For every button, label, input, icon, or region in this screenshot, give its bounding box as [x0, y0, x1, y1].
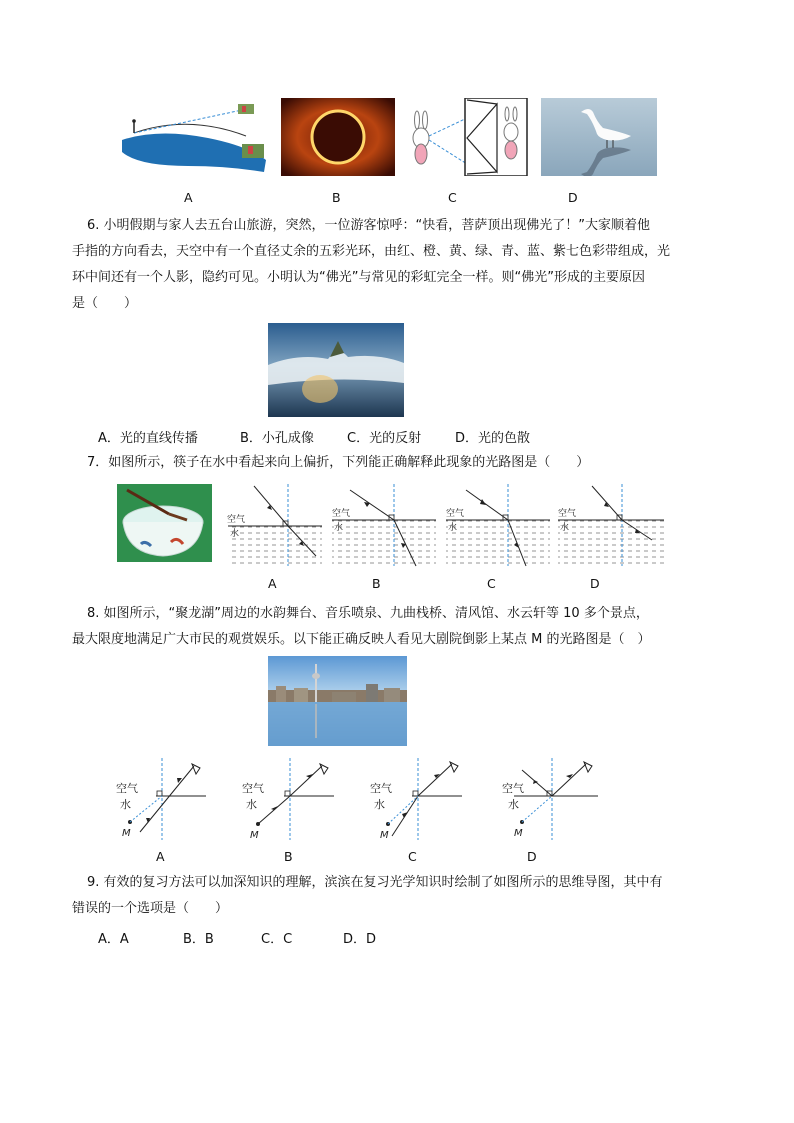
- q7-diagram-d: [556, 482, 668, 570]
- q9-option-c[interactable]: C．C: [261, 932, 293, 947]
- q7-c-air-label: 空气: [446, 509, 465, 519]
- q6-option-b[interactable]: B．小孔成像: [240, 431, 314, 446]
- q8-label-b[interactable]: B: [284, 849, 293, 864]
- q8-a-point-m: M: [122, 828, 131, 839]
- q7-label-d[interactable]: D: [590, 576, 600, 591]
- q8-d-air-label: 空气: [502, 782, 524, 795]
- q7-b-water-label: 水: [334, 523, 344, 533]
- q8-diagram-b: [240, 756, 340, 842]
- q7-question: 7．如图所示，筷子在水中看起来向上偏折，下列能正确解释此现象的光路图是（ ）: [87, 455, 590, 470]
- q9-option-b[interactable]: B．B: [183, 932, 214, 947]
- q8-d-water-label: 水: [508, 798, 519, 811]
- q7-a-water-label: 水: [230, 529, 240, 539]
- q8-line-2: 最大限度地满足广大市民的观赏娱乐。以下能正确反映人看见大剧院倒影上某点 M 的光路图是（ ）: [72, 632, 651, 647]
- q8-photo-lake: [268, 656, 407, 746]
- q9-line-1: 9. 有效的复习方法可以加深知识的理解，滨滨在复习光学知识时绘制了如图所示的思维导图，其中有: [87, 875, 663, 890]
- q8-label-d[interactable]: D: [527, 849, 537, 864]
- q8-b-air-label: 空气: [242, 782, 264, 795]
- q5-figure-a: [118, 100, 268, 176]
- q5-label-a: A: [184, 190, 193, 205]
- q8-a-air-label: 空气: [116, 782, 138, 795]
- q8-diagram-a: [112, 756, 212, 842]
- q8-b-water-label: 水: [246, 798, 257, 811]
- q6-question: [72, 213, 724, 317]
- q7-d-water-label: 水: [560, 523, 570, 533]
- q7-label-b[interactable]: B: [372, 576, 381, 591]
- q8-label-a[interactable]: A: [156, 849, 165, 864]
- q8-c-point-m: M: [380, 830, 389, 841]
- q6-option-a[interactable]: A．光的直线传播: [98, 431, 198, 446]
- q6-line-1: 6. 小明假期与家人去五台山旅游，突然，一位游客惊呼：“快看，菩萨顶出现佛光了！”大家顺着他: [87, 218, 651, 233]
- q7-c-water-label: 水: [448, 523, 458, 533]
- q8-c-water-label: 水: [374, 798, 385, 811]
- q6-option-d[interactable]: D．光的色散: [455, 431, 531, 446]
- q8-c-air-label: 空气: [370, 782, 392, 795]
- q8-diagram-d: [500, 756, 604, 842]
- q8-line-1: 8. 如图所示，“聚龙湖”周边的水韵舞台、音乐喷泉、九曲栈桥、清风馆、水云轩等 10 多个景点，: [87, 606, 649, 621]
- q8-d-point-m: M: [514, 828, 523, 839]
- q5-label-b: B: [332, 190, 341, 205]
- q8-b-point-m: M: [250, 830, 259, 841]
- q7-diagram-b: [330, 482, 438, 570]
- q7-photo-chopstick-bowl: [117, 484, 212, 562]
- q7-label-c[interactable]: C: [487, 576, 496, 591]
- q8-question: [72, 601, 724, 653]
- q8-diagram-c: [368, 756, 468, 842]
- q9-option-a[interactable]: A．A: [98, 932, 129, 947]
- q6-photo-buddha-light: [268, 323, 404, 417]
- q5-label-c: C: [448, 190, 457, 205]
- q8-label-c[interactable]: C: [408, 849, 417, 864]
- q8-a-water-label: 水: [120, 798, 131, 811]
- q5-figure-d: [541, 98, 657, 176]
- q7-diagram-c: [444, 482, 552, 570]
- q6-line-2: 手指的方向看去，天空中有一个直径丈余的五彩光环，由红、橙、黄、绿、青、蓝、紫七色彩带组成，光: [72, 244, 671, 259]
- q6-line-3: 环中间还有一个人影，隐约可见。小明认为“佛光”与常见的彩虹完全一样。则“佛光”形成的主要原因: [72, 270, 645, 285]
- q7-b-air-label: 空气: [332, 509, 351, 519]
- q5-label-d: D: [568, 190, 578, 205]
- q7-d-air-label: 空气: [558, 509, 577, 519]
- q7-label-a[interactable]: A: [268, 576, 277, 591]
- q9-line-2: 错误的一个选项是（ ）: [72, 901, 229, 916]
- q9-question: [72, 870, 724, 922]
- q6-option-c[interactable]: C．光的反射: [347, 431, 422, 446]
- q5-figure-c: [407, 98, 529, 176]
- q7-a-air-label: 空气: [227, 515, 246, 525]
- q5-figure-b: [281, 98, 395, 176]
- q7-diagram-a: [224, 482, 324, 570]
- q6-line-4: 是（ ）: [72, 296, 138, 311]
- q9-option-d[interactable]: D．D: [343, 932, 377, 947]
